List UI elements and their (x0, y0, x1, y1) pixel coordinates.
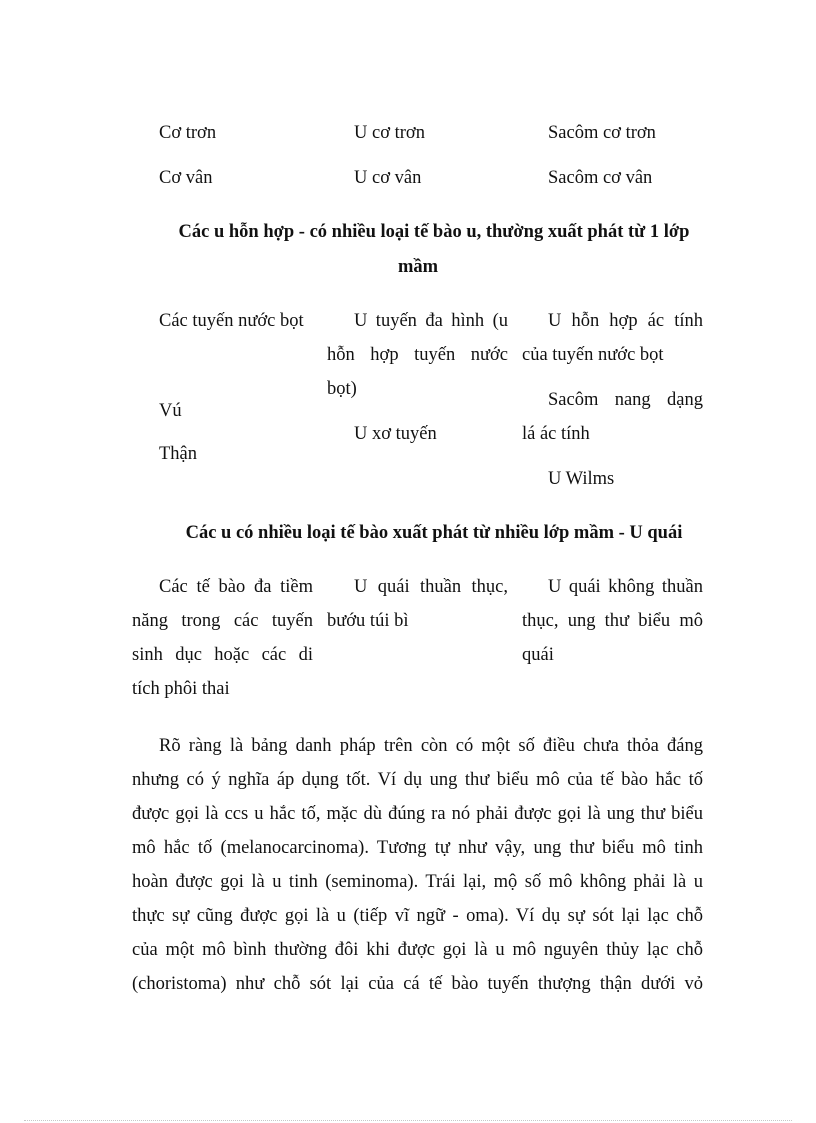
germ-benign-teratoma: U quái thuần thục, bướu túi bì (327, 577, 508, 631)
mixed-tissue-breast: Vú (159, 401, 182, 421)
page-bottom-divider (24, 1120, 792, 1121)
benign-striated-muscle: U cơ vân (354, 168, 422, 188)
germ-malignant-teratoma: U quái không thuần thục, ung thư biểu mô quái (522, 577, 703, 665)
mixed-malignant-kidney: U Wilms (548, 469, 615, 489)
germ-tumors-heading: Các u có nhiều loại tế bào xuất phát từ nhiều lớp mầm - U quái (185, 523, 683, 543)
mixed-malignant-salivary: U hỗn hợp ác tính của tuyến nước bọt (522, 311, 703, 365)
mixed-tissue-kidney: Thận (159, 444, 198, 464)
body-paragraph: Rõ ràng là bảng danh pháp trên còn có một số điều chưa thỏa đáng nhưng có ý nghĩa áp dụng tốt. Ví dụ ung thư biểu mô của tế bào hắc tố được gọi là ccs u hắc tố, mặc dù đúng ra nó phải được gọi là ung thư biểu mô hắc tố (melanocarcinoma). Tương tự như vậy, ung thư biểu mô tinh hoàn được gọi là u tinh (seminoma). Trái lại, mộ số mô không phải là u thực sự cũng được gọi là u (tiếp vĩ ngữ - oma). Ví dụ sự sót lại lạc chỗ của một mô bình thường đôi khi được gọi là u mô nguyên thủy lạc chỗ (choristoma) như chỗ sót lại của cá tế bào tuyến thượng thận dưới vỏ (132, 736, 703, 994)
mixed-malignant-breast: Sacôm nang dạng lá ác tính (522, 390, 703, 444)
mixed-tumors-heading-cont: mầm (397, 257, 439, 277)
malignant-striated-muscle: Sacôm cơ vân (548, 168, 653, 188)
benign-smooth-muscle: U cơ trơn (354, 123, 425, 143)
mixed-benign-salivary: U tuyến đa hình (u hỗn hợp tuyến nước bọt) (327, 311, 508, 399)
malignant-smooth-muscle: Sacôm cơ trơn (548, 123, 656, 143)
mixed-benign-breast: U xơ tuyến (354, 424, 437, 444)
mixed-tissue-salivary: Các tuyến nước bọt (159, 311, 304, 331)
germ-tissue-totipotent: Các tế bào đa tiềm năng trong các tuyến sinh dục hoặc các di tích phôi thai (132, 577, 313, 699)
tissue-smooth-muscle: Cơ trơn (159, 123, 217, 143)
mixed-tumors-heading: Các u hỗn hợp - có nhiều loại tế bào u, thường xuất phát từ 1 lớp (178, 222, 690, 242)
tissue-striated-muscle: Cơ vân (159, 168, 213, 188)
